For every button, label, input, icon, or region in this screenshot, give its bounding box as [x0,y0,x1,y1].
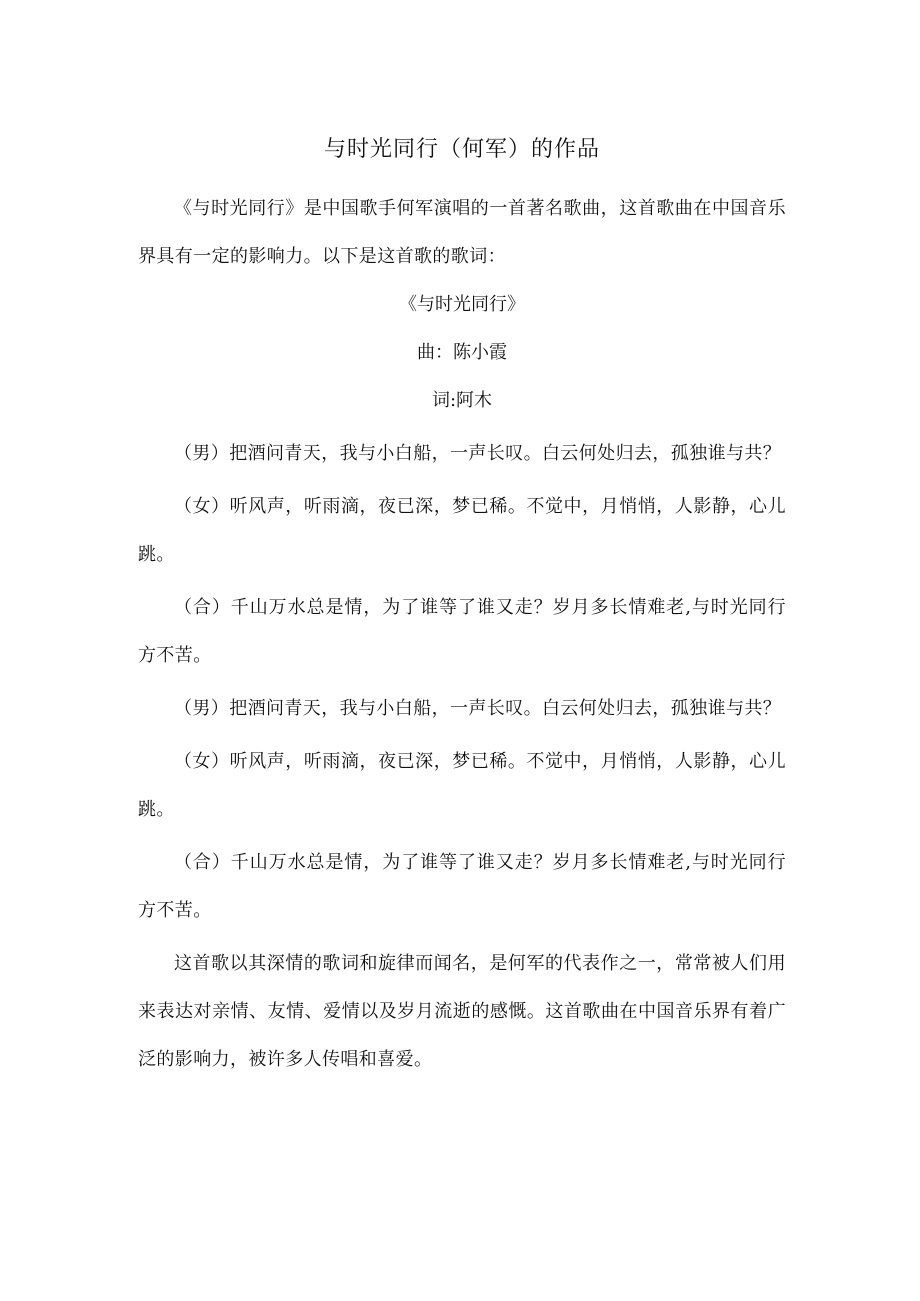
lyric-verse: （女）听风声，听雨滴，夜已深，梦已稀。不觉中，月悄悄，人影静，心儿跳。 [138,496,786,565]
lyric-verse: （女）听风声，听雨滴，夜已深，梦已稀。不觉中，月悄悄，人影静，心儿跳。 [138,751,786,820]
document-title: 与时光同行（何军）的作品 [323,137,600,162]
lyric-verse: （男）把酒问青天，我与小白船，一声长叹。白云何处归去，孤独谁与共？ [174,698,782,719]
closing-paragraph: 这首歌以其深情的歌词和旋律而闻名，是何军的代表作之一，常常被人们用来表达对亲情、友情、爱情以及岁月流逝的感慨。这首歌曲在中国音乐界有着广泛的影响力，被许多人传唱和喜爱。 [138,953,786,1070]
lyricist-credit: 词:阿木 [431,390,493,411]
lyric-verse: （合）千山万水总是情，为了谁等了谁又走？岁月多长情难老,与时光同行方不苦。 [138,852,786,921]
lyric-verse: （男）把酒问青天，我与小白船，一声长叹。白云何处归去，孤独谁与共？ [174,443,782,464]
document-body [138,128,786,1084]
composer-credit: 曲：陈小霞 [417,342,507,363]
lyric-verse: （合）千山万水总是情，为了谁等了谁又走？岁月多长情难老,与时光同行方不苦。 [138,597,786,666]
song-title: 《与时光同行》 [399,294,525,315]
intro-paragraph: 《与时光同行》是中国歌手何军演唱的一首著名歌曲，这首歌曲在中国音乐界具有一定的影响力。以下是这首歌的歌词： [138,198,786,267]
